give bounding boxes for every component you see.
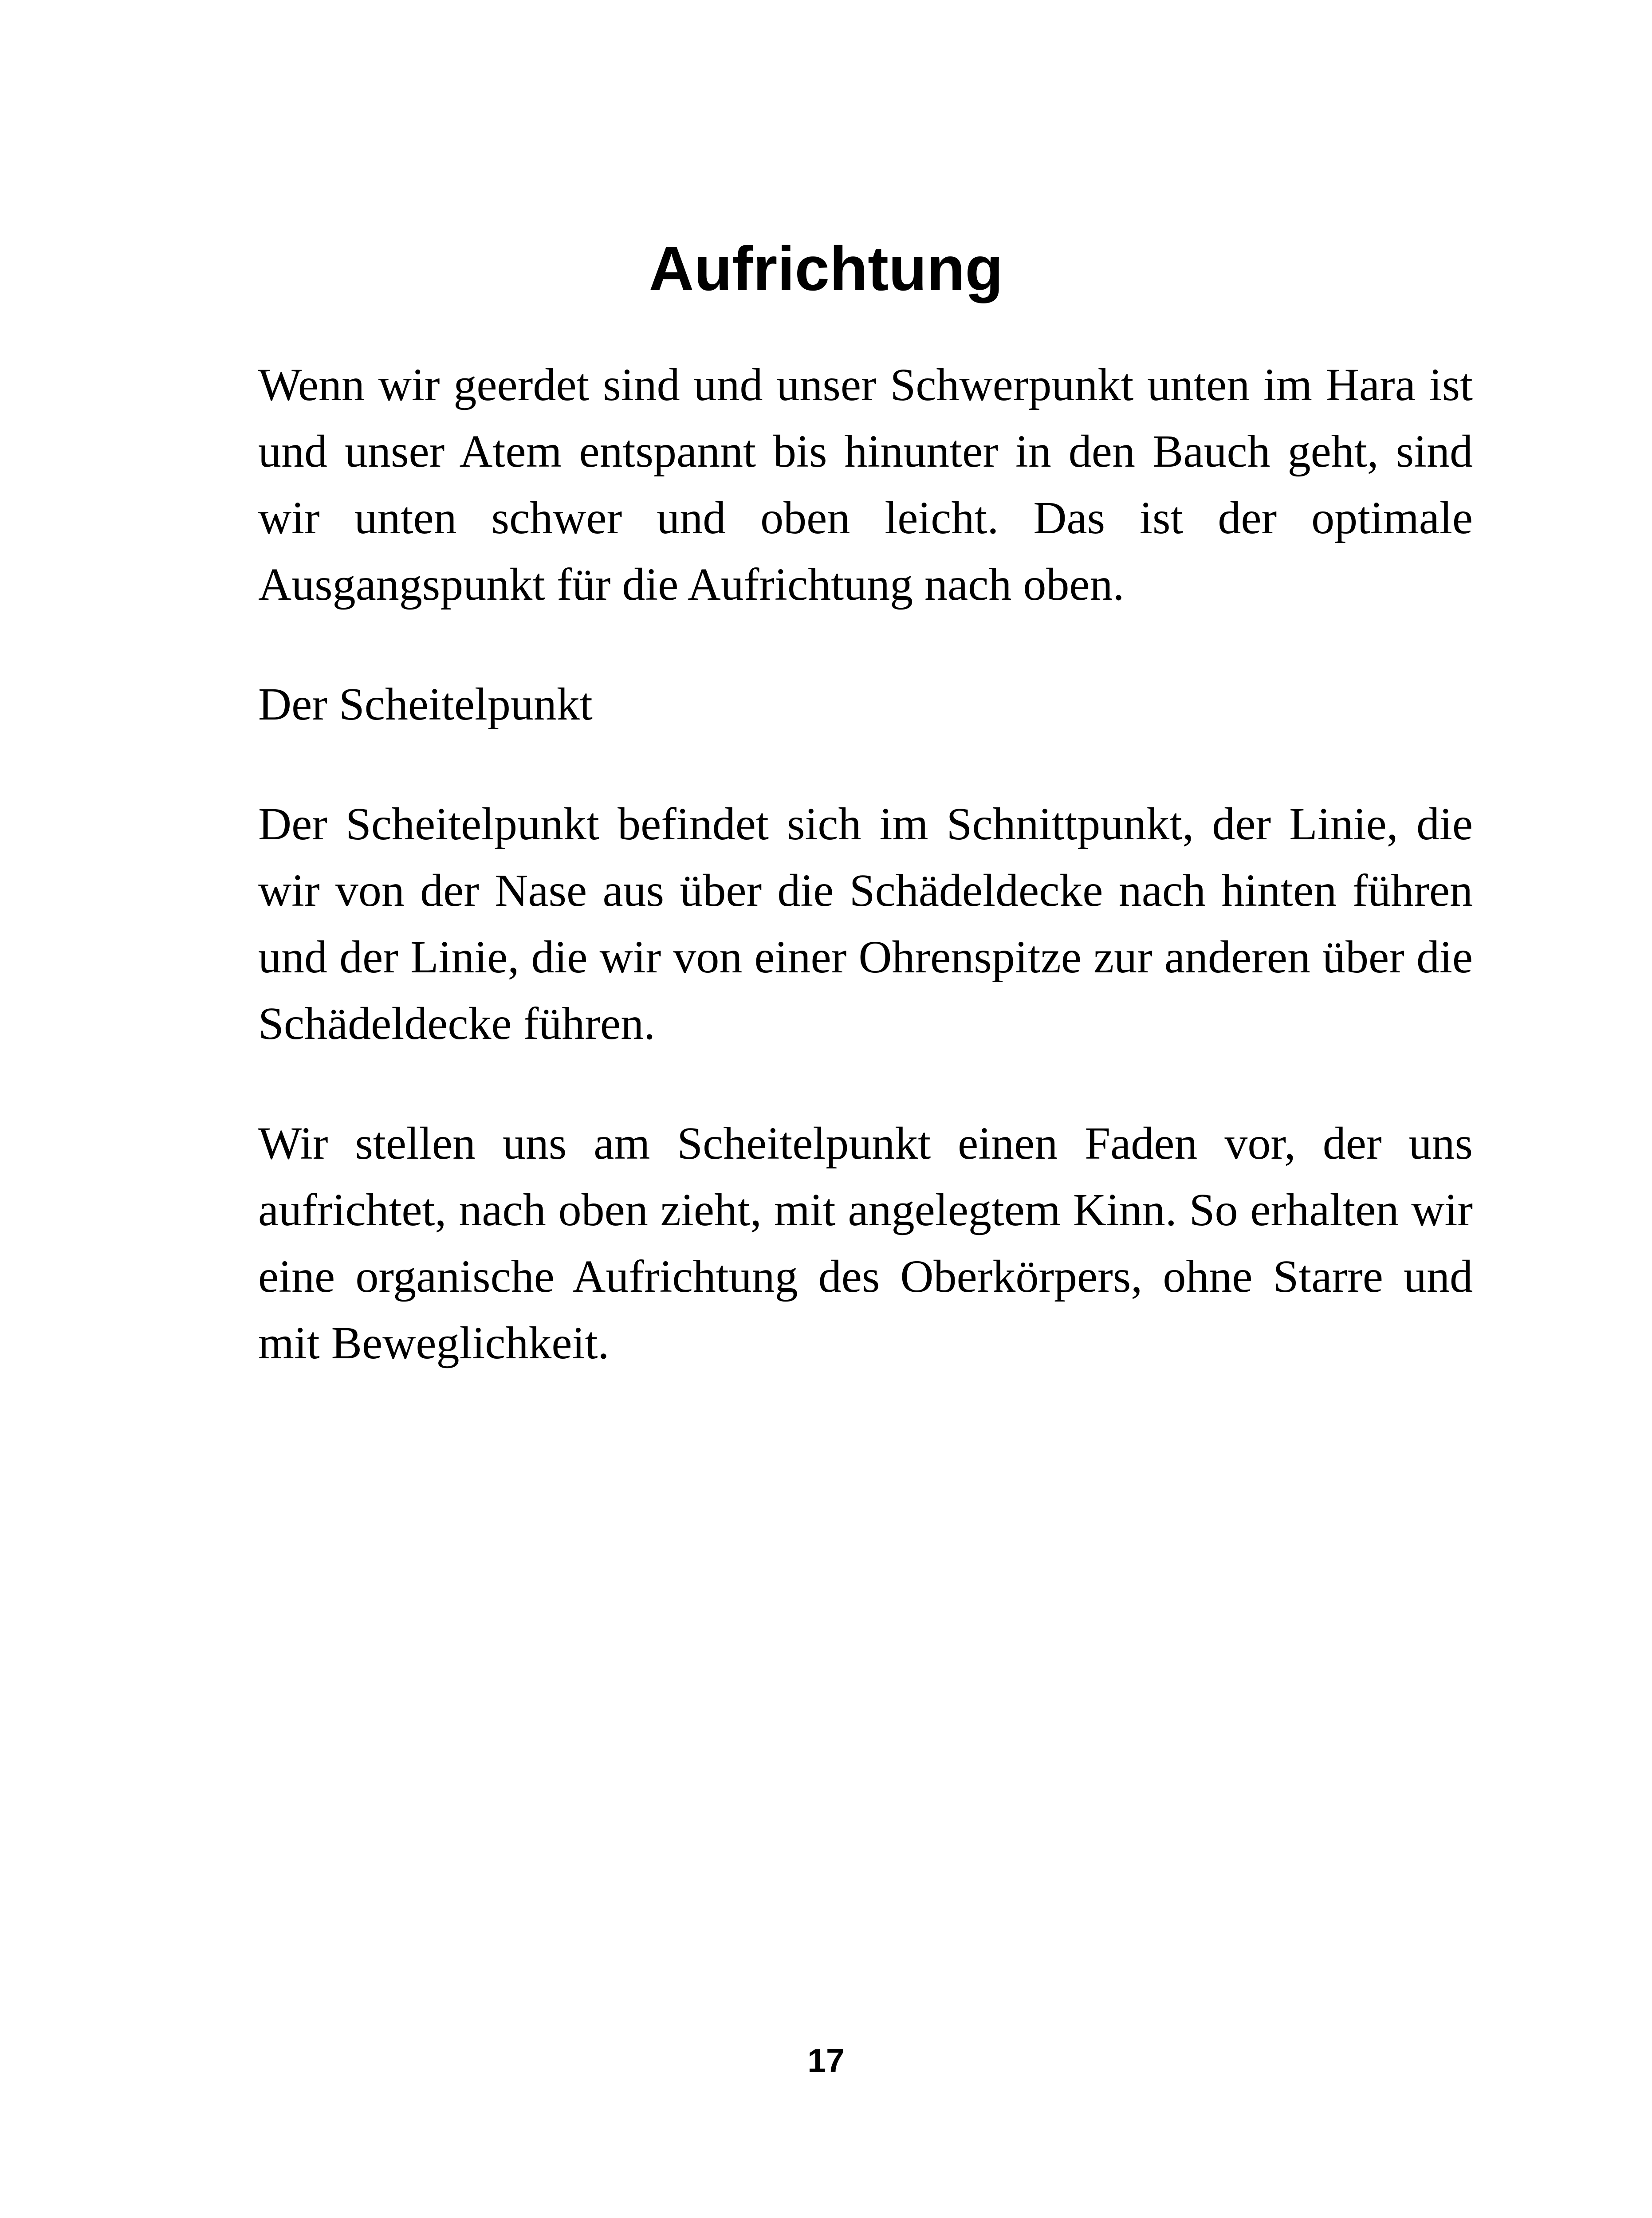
- page-title: Aufrichtung: [649, 233, 1003, 303]
- paragraph-exercise: Wir stellen uns am Scheitelpunkt einen Faden vor, der uns aufrichtet, nach oben zieht, mit angelegtem Kinn. So erhalten wir eine organische Aufrichtung des Oberkörpers, ohne Starre und mit Beweglichkeit.: [258, 1118, 1473, 1369]
- body-text: [258, 352, 1473, 1430]
- page-number: 17: [807, 2042, 845, 2079]
- paragraph-intro: Wenn wir geerdet sind und unser Schwerpunkt unten im Hara ist und unser Atem entspannt bis hinunter in den Bauch geht, sind wir unten schwer und oben leicht. Das ist der optimale Ausgangspunkt für die Aufrichtung nach oben.: [258, 359, 1473, 610]
- paragraph-definition: Der Scheitelpunkt befindet sich im Schnittpunkt, der Linie, die wir von der Nase aus über die Schädeldecke nach hinten führen und der Linie, die wir von einer Ohrenspitze zur anderen über die Schädeldecke führen.: [258, 798, 1473, 1049]
- section-heading: Der Scheitelpunkt: [258, 679, 593, 730]
